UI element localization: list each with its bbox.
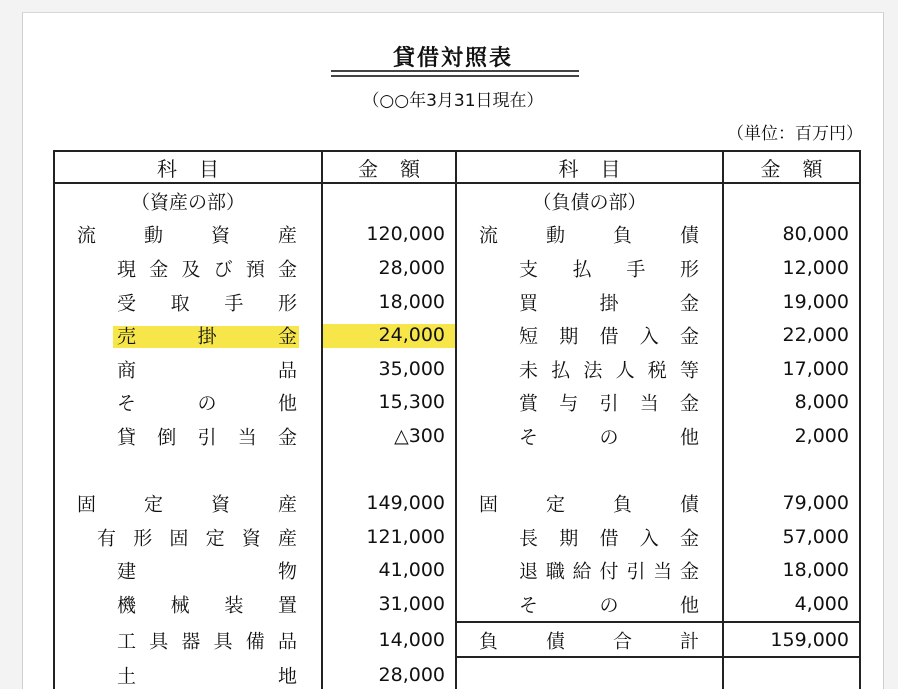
table-row — [54, 622, 860, 658]
assets-item-label: 建 物 — [117, 560, 297, 583]
assets-item-label: 売 掛 金 — [117, 325, 297, 348]
assets-item-cell — [54, 183, 322, 218]
liabilities-amount-cell: 18,000 — [723, 554, 860, 588]
liabilities-amount-cell: 57,000 — [723, 520, 860, 554]
liabilities-item-label: 賞 与 引 当 金 — [519, 392, 699, 415]
assets-item-label: 機 械 装 置 — [117, 594, 297, 617]
assets-item-cell — [54, 453, 322, 487]
title-double-underline — [331, 70, 579, 77]
assets-amount-cell: 28,000 — [322, 251, 456, 285]
liabilities-amount-cell: 17,000 — [723, 352, 860, 386]
liabilities-item-cell — [456, 251, 723, 285]
table-row — [54, 554, 860, 588]
table-row — [54, 218, 860, 252]
assets-item-label: そ の 他 — [117, 392, 297, 415]
assets-item-cell — [54, 218, 322, 252]
liabilities-amount-cell: 2,000 — [723, 419, 860, 453]
liabilities-amount-cell: 22,000 — [723, 318, 860, 352]
liabilities-amount-cell — [723, 657, 860, 689]
assets-amount-cell: △300 — [322, 419, 456, 453]
table-row — [54, 486, 860, 520]
assets-item-label: 工 具 器 具 備 品 — [117, 630, 297, 653]
assets-item-cell — [54, 386, 322, 420]
assets-item-label: 受 取 手 形 — [117, 292, 297, 315]
liabilities-item-cell — [456, 285, 723, 319]
liabilities-item-label: 負 債 合 計 — [479, 630, 699, 653]
liabilities-item-label: 固 定 負 債 — [479, 493, 699, 516]
table-row — [54, 352, 860, 386]
assets-amount-cell — [322, 183, 456, 218]
liabilities-amount-cell — [723, 453, 860, 487]
table-row — [54, 251, 860, 285]
assets-item-label: （資産の部） — [130, 191, 245, 214]
liabilities-item-label: そ の 他 — [519, 594, 699, 617]
assets-item-label: 商 品 — [117, 359, 297, 382]
liabilities-item-cell — [456, 419, 723, 453]
document-title: 貸借対照表 — [392, 46, 513, 71]
assets-item-cell — [54, 419, 322, 453]
header-liabilities-amount: 金額 — [723, 151, 860, 183]
liabilities-item-label: 流 動 負 債 — [479, 224, 699, 247]
liabilities-item-label: 支 払 手 形 — [519, 258, 699, 281]
assets-amount-cell: 15,300 — [322, 386, 456, 420]
assets-item-label: 固 定 資 産 — [77, 493, 297, 516]
assets-amount-cell: 41,000 — [322, 554, 456, 588]
assets-item-cell — [54, 587, 322, 622]
total-liabilities-cell — [456, 622, 723, 658]
header-liabilities-item: 科目 — [456, 151, 723, 183]
liabilities-amount-cell: 159,000 — [723, 622, 860, 658]
header-assets-amount: 金額 — [322, 151, 456, 183]
liabilities-item-cell — [456, 520, 723, 554]
liabilities-item-label: 長 期 借 入 金 — [519, 527, 699, 550]
table-row — [54, 386, 860, 420]
assets-item-cell — [54, 554, 322, 588]
liabilities-item-cell — [456, 318, 723, 352]
liabilities-item-cell — [456, 352, 723, 386]
assets-amount-cell: 28,000 — [322, 657, 456, 689]
table-row — [54, 318, 860, 352]
liabilities-item-cell — [456, 486, 723, 520]
liabilities-item-label: （負債の部） — [532, 191, 647, 214]
assets-item-cell — [54, 486, 322, 520]
assets-item-cell — [54, 251, 322, 285]
liabilities-amount-cell: 4,000 — [723, 587, 860, 622]
assets-amount-cell: 24,000 — [322, 318, 456, 352]
liabilities-item-label: 買 掛 金 — [519, 292, 699, 315]
liabilities-item-cell — [456, 183, 723, 218]
assets-item-cell — [54, 285, 322, 319]
assets-item-label: 有 形 固 定 資 産 — [97, 527, 297, 550]
table-row — [54, 285, 860, 319]
liabilities-item-cell — [456, 218, 723, 252]
table-row — [54, 520, 860, 554]
liabilities-amount-cell: 79,000 — [723, 486, 860, 520]
assets-item-cell — [54, 657, 322, 689]
as-of-date: （○○年3月31日現在） — [362, 91, 544, 111]
assets-amount-cell — [322, 453, 456, 487]
liabilities-item-cell — [456, 657, 723, 689]
assets-item-label: 貸 倒 引 当 金 — [117, 426, 297, 449]
liabilities-amount-cell: 19,000 — [723, 285, 860, 319]
assets-item-cell — [54, 352, 322, 386]
assets-amount-cell: 31,000 — [322, 587, 456, 622]
assets-amount-cell: 14,000 — [322, 622, 456, 658]
assets-amount-cell: 120,000 — [322, 218, 456, 252]
liabilities-amount-cell: 12,000 — [723, 251, 860, 285]
liabilities-item-cell — [456, 386, 723, 420]
assets-amount-cell: 121,000 — [322, 520, 456, 554]
assets-amount-cell: 35,000 — [322, 352, 456, 386]
table-header-row — [54, 151, 860, 183]
table-row — [54, 587, 860, 622]
liabilities-amount-cell: 80,000 — [723, 218, 860, 252]
liabilities-amount-cell — [723, 183, 860, 218]
liabilities-item-cell — [456, 453, 723, 487]
header-assets-item: 科目 — [54, 151, 322, 183]
unit-note: （単位：百万円） — [727, 124, 863, 144]
table-row — [54, 453, 860, 487]
assets-item-label: 土 地 — [117, 665, 297, 688]
liabilities-item-label: 短 期 借 入 金 — [519, 325, 699, 348]
assets-amount-cell: 18,000 — [322, 285, 456, 319]
liabilities-item-label: そ の 他 — [519, 426, 699, 449]
liabilities-item-cell — [456, 554, 723, 588]
assets-item-cell — [54, 318, 322, 352]
liabilities-amount-cell: 8,000 — [723, 386, 860, 420]
assets-item-label: 現 金 及 び 預 金 — [117, 258, 297, 281]
table-row — [54, 183, 860, 218]
liabilities-item-cell — [456, 587, 723, 622]
assets-amount-cell: 149,000 — [322, 486, 456, 520]
liabilities-item-label: 退 職 給 付 引 当 金 — [519, 560, 699, 583]
table-row — [54, 419, 860, 453]
assets-item-cell — [54, 520, 322, 554]
assets-item-label: 流 動 資 産 — [77, 224, 297, 247]
balance-sheet-page — [22, 12, 884, 689]
liabilities-item-label: 未 払 法 人 税 等 — [519, 359, 699, 382]
assets-item-cell — [54, 622, 322, 658]
table-row — [54, 657, 860, 689]
balance-sheet-table — [53, 150, 861, 689]
